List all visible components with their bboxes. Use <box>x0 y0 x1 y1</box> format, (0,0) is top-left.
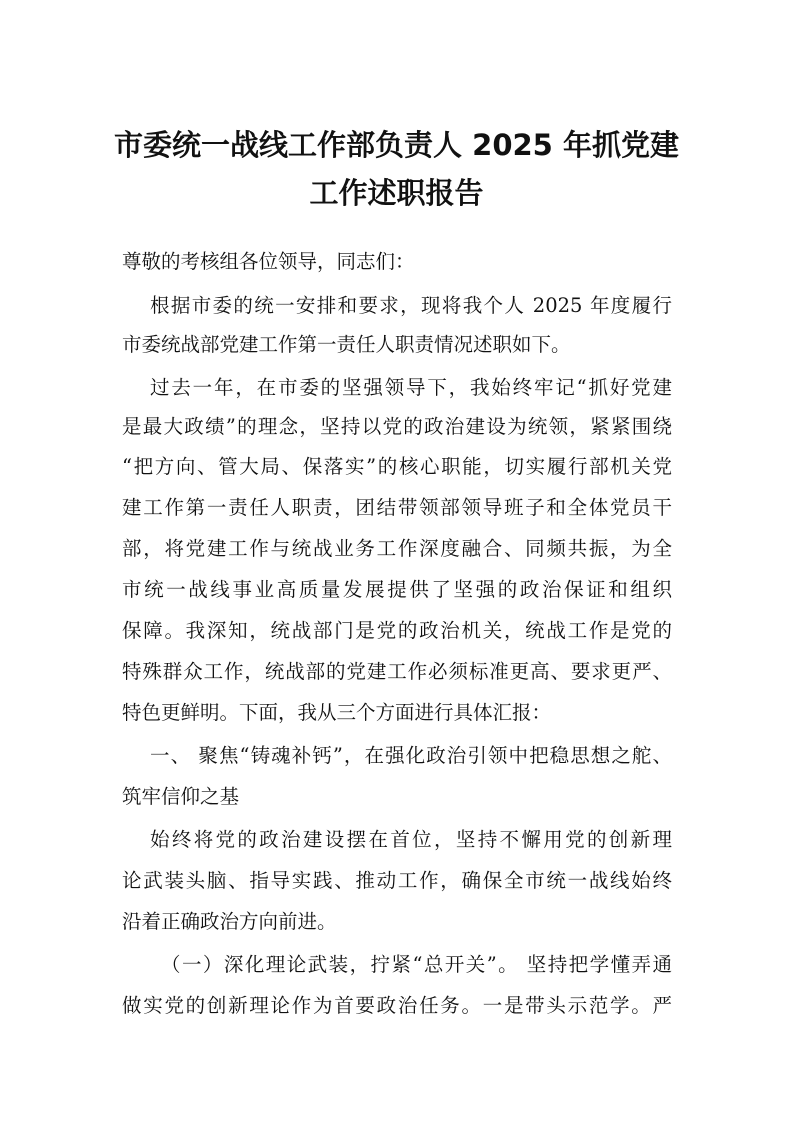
body-line: 论武装头脑、指导实践、推动工作，确保全市统一战线始终 <box>122 869 672 892</box>
salutation: 尊敬的考核组各位领导，同志们： <box>122 250 415 273</box>
document-title-line-1: 市委统一战线工作部负责人 2025 年抓党建 <box>114 128 679 162</box>
document-title-line-2: 工作述职报告 <box>309 176 484 210</box>
body-line: 沿着正确政治方向前进。 <box>122 910 337 933</box>
body-line: 建工作第一责任人职责，团结带领部领导班子和全体党员干 <box>122 496 672 519</box>
section-heading-line: 一、 聚焦“铸魂补钙”，在强化政治引领中把稳思想之舵、 <box>150 744 672 767</box>
body-line: 过去一年，在市委的坚强领导下，我始终牢记“抓好党建 <box>150 376 672 399</box>
body-line: 部，将党建工作与统战业务工作深度融合、同频共振，为全 <box>122 537 672 560</box>
body-line: 根据市委的统一安排和要求，现将我个人 2025 年度履行 <box>150 294 672 317</box>
section-heading-line: 筑牢信仰之基 <box>122 785 240 808</box>
body-line: 始终将党的政治建设摆在首位，坚持不懈用党的创新理 <box>150 828 672 851</box>
subsection-heading-line: （一）深化理论武装，拧紧“总开关”。 坚持把学懂弄通 <box>161 953 672 976</box>
body-line: 市委统战部党建工作第一责任人职责情况述职如下。 <box>122 333 571 356</box>
body-line: 特殊群众工作，统战部的党建工作必须标准更高、要求更严、 <box>122 660 672 683</box>
body-line: 特色更鲜明。下面，我从三个方面进行具体汇报： <box>122 701 552 724</box>
body-line: 市统一战线事业高质量发展提供了坚强的政治保证和组织 <box>122 578 672 601</box>
body-line: 保障。我深知，统战部门是党的政治机关，统战工作是党的 <box>122 619 672 642</box>
body-line: “把方向、管大局、保落实”的核心职能，切实履行部机关党 <box>122 455 672 478</box>
body-line: 做实党的创新理论作为首要政治任务。一是带头示范学。严 <box>122 994 672 1017</box>
body-line: 是最大政绩”的理念，坚持以党的政治建设为统领，紧紧围绕 <box>122 415 672 438</box>
